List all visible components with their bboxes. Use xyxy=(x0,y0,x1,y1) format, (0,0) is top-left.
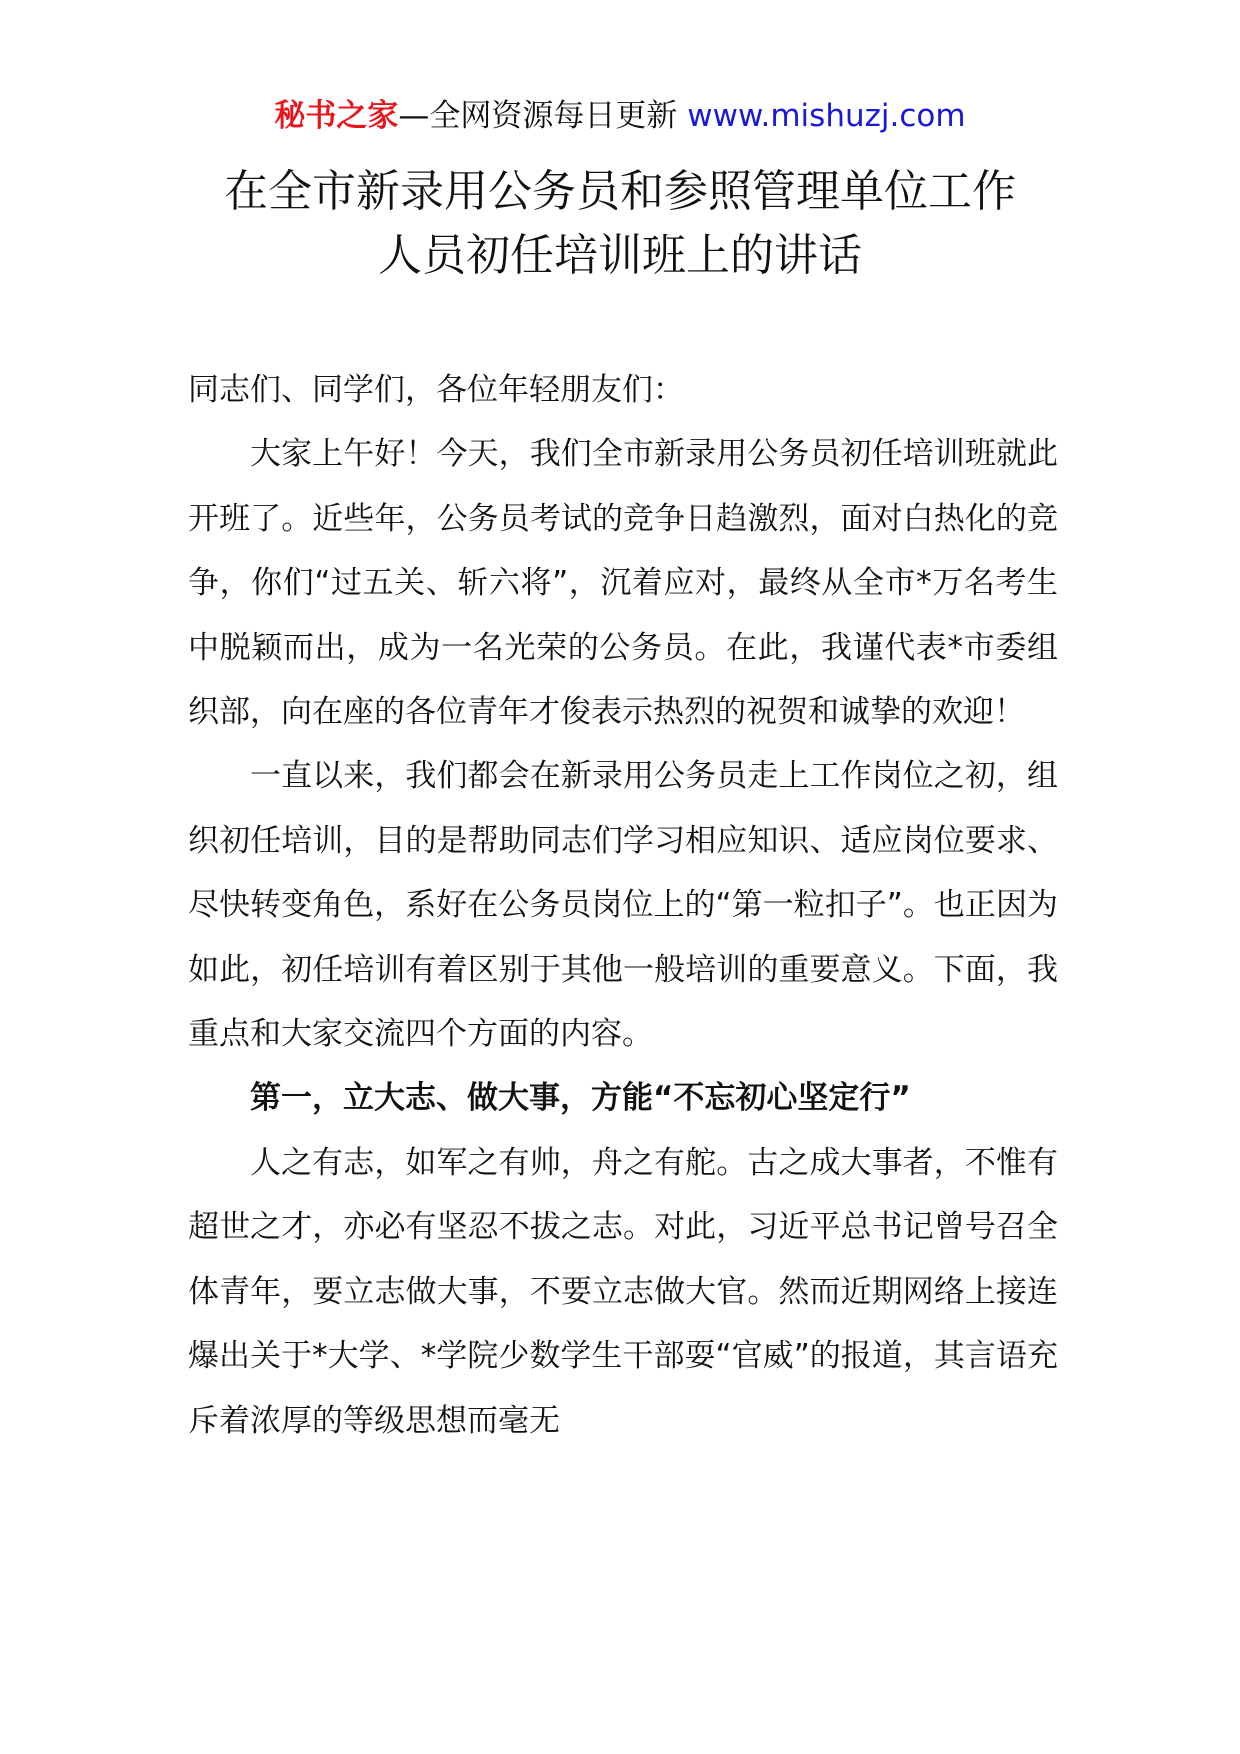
site-url-link[interactable]: www.mishuzj.com xyxy=(687,98,966,134)
salutation: 同志们、同学们，各位年轻朋友们： xyxy=(188,372,684,408)
site-slogan: —全网资源每日更新 xyxy=(398,98,678,134)
section-heading-1: 第一，立大志、做大事，方能“不忘初心坚定行” xyxy=(250,1080,911,1117)
title-line-1: 在全市新录用公务员和参照管理单位工作 xyxy=(224,166,1016,217)
document-body xyxy=(188,358,1058,1453)
paragraph-introduction: 一直以来，我们都会在新录用公务员走上工作岗位之初，组织初任培训，目的是帮助同志们学习相应知识、适应岗位要求、尽快转变角色，系好在公务员岗位上的“第一粒扣子”。也正因为如此，初任培训有着区别于其他一般培训的重要意义。下面，我重点和大家交流四个方面的内容。 xyxy=(188,758,1058,1053)
site-header xyxy=(0,96,1240,136)
title-line-2: 人员初任培训班上的讲话 xyxy=(378,230,862,281)
document-title xyxy=(0,160,1240,288)
section-1-paragraph: 人之有志，如军之有帅，舟之有舵。古之成大事者，不惟有超世之才，亦必有坚忍不拔之志。对此，习近平总书记曾号召全体青年，要立志做大事，不要立志做大官。然而近期网络上接连爆出关于*大学、*学院少数学生干部耍“官威”的报道，其言语充斥着浓厚的等级思想而毫无 xyxy=(188,1144,1058,1439)
paragraph-opening: 大家上午好！今天，我们全市新录用公务员初任培训班就此开班了。近些年，公务员考试的竞争日趋激烈，面对白热化的竞争，你们“过五关、斩六将”，沉着应对，最终从全市*万名考生中脱颖而出，成为一名光荣的公务员。在此，我谨代表*市委组织部，向在座的各位青年才俊表示热烈的祝贺和诚挚的欢迎！ xyxy=(188,436,1058,731)
brand-name: 秘书之家 xyxy=(274,98,399,134)
